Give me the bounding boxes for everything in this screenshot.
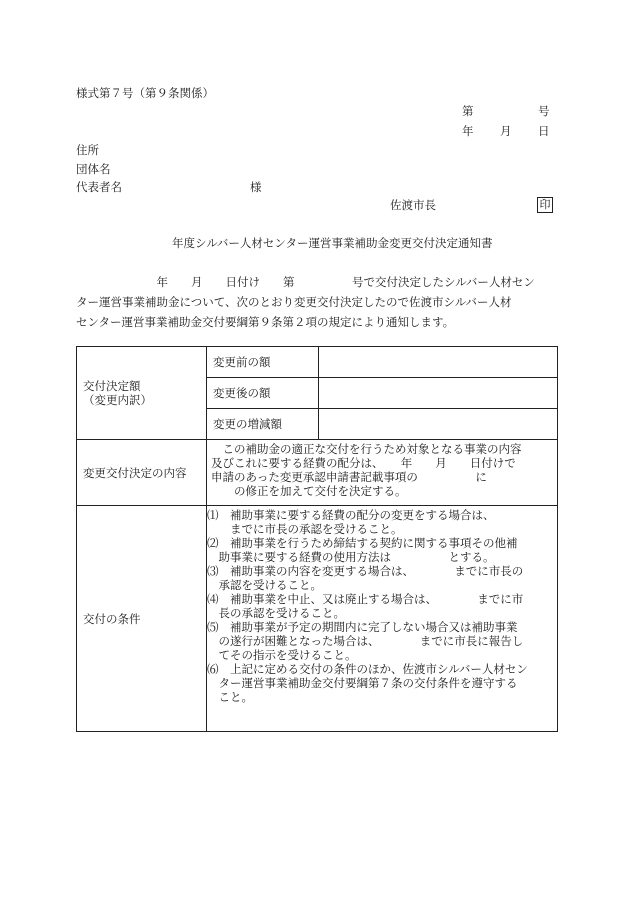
decision-table: [76, 346, 558, 732]
decision-line-1: この補助金の適正な交付を行うため対象となる事業の内容: [211, 442, 522, 456]
after-amount-label: 変更後の額: [207, 378, 319, 409]
form-number: 様式第７号（第９条関係）: [76, 86, 214, 100]
condition-line-10: の遂行が困難となった場合は、 までに市長に報告し: [207, 634, 524, 648]
condition-line-6: 承認を受けること。: [207, 578, 322, 592]
condition-line-14: こと。: [207, 690, 253, 704]
mayor-label: 佐渡市長: [390, 198, 436, 212]
decision-line-3: 申請のあった変更承認申請書記載事項の に: [211, 470, 487, 484]
date-day: 日: [538, 124, 550, 138]
decision-line-4: の修正を加えて交付を決定する。: [211, 484, 407, 498]
before-amount-value[interactable]: [319, 347, 558, 378]
date-month: 月: [500, 124, 512, 138]
condition-line-5: ⑶ 補助事業の内容を変更する場合は、 までに市長の: [207, 564, 524, 578]
honorific-sama: 様: [250, 180, 262, 194]
diff-amount-value[interactable]: [319, 409, 558, 440]
representative-label: 代表者名: [76, 180, 122, 194]
condition-line-11: てその指示を受けること。: [207, 648, 357, 662]
body-line-1: 年 月 日付け 第 号で交付決定したシルバー人材セン: [76, 275, 535, 289]
condition-line-7: ⑷ 補助事業を中止、又は廃止する場合は、 までに市: [207, 592, 524, 606]
condition-line-13: ター運営事業補助金交付要綱第７条の交付条件を遵守する: [207, 676, 518, 690]
decision-line-2: 及びこれに要する経費の配分は、 年 月 日付けで: [211, 456, 516, 470]
condition-line-1: ⑴ 補助事業に要する経費の配分の変更をする場合は、: [207, 508, 495, 522]
condition-line-3: ⑵ 補助事業を行うため締結する契約に関する事項その他補: [207, 536, 518, 550]
conditions-label: 交付の条件: [77, 506, 207, 732]
body-line-3: センター運営事業補助金交付要綱第９条第２項の規定により通知します。: [76, 315, 455, 329]
condition-line-12: ⑹ 上記に定める交付の条件のほか、佐渡市シルバー人材セン: [207, 662, 528, 676]
condition-line-9: ⑸ 補助事業が予定の期間内に完了しない場合又は補助事業: [207, 620, 518, 634]
conditions-content: [207, 506, 558, 732]
condition-line-8: 長の承認を受けること。: [207, 606, 345, 620]
date-year: 年: [462, 124, 474, 138]
condition-line-4: 助事業に要する経費の使用方法は とする。: [207, 550, 495, 564]
doc-number-dai: 第: [462, 104, 474, 118]
doc-number-go: 号: [538, 104, 550, 118]
group-name-label: 団体名: [76, 162, 111, 176]
seal-mark: 印: [537, 197, 553, 213]
amount-label: 交付決定額: [83, 379, 141, 393]
decision-label: 変更交付決定の内容: [77, 440, 207, 506]
decision-content: [207, 440, 558, 506]
before-amount-label: 変更前の額: [207, 347, 319, 378]
diff-amount-label: 変更の増減額: [207, 409, 319, 440]
amount-label-cell: [77, 347, 207, 440]
after-amount-value[interactable]: [319, 378, 558, 409]
address-label: 住所: [76, 143, 99, 157]
document-title: 年度シルバー人材センター運営事業補助金変更交付決定通知書: [172, 236, 493, 250]
body-line-2: ター運営事業補助金について、次のとおり変更交付決定したので佐渡市シルバー人材: [76, 295, 512, 309]
condition-line-2: までに市長の承認を受けること。: [207, 522, 403, 536]
amount-sublabel: （変更内訳）: [83, 393, 152, 407]
